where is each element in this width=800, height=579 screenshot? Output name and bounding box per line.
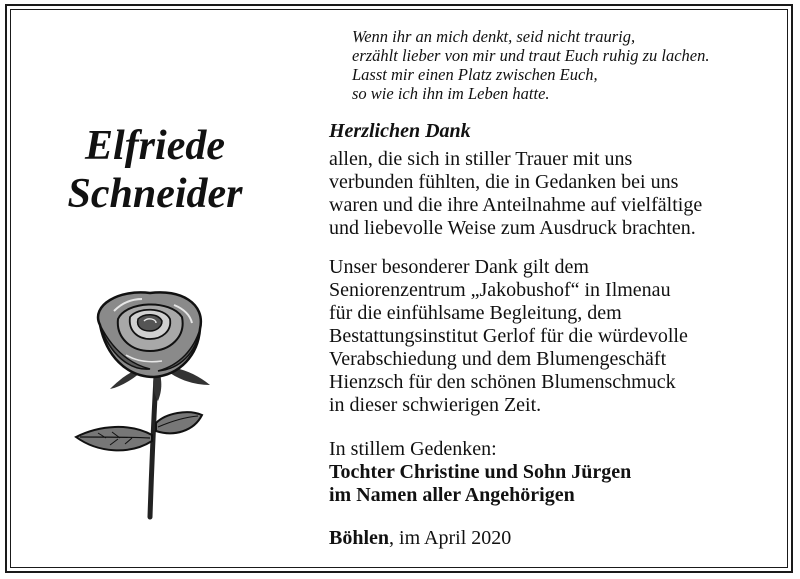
thanks-heading: Herzlichen Dank bbox=[329, 120, 471, 142]
place: Böhlen bbox=[329, 527, 390, 549]
special-thanks-paragraph bbox=[329, 256, 769, 417]
poem-line: erzählt lieber von mir und traut Euch ruhig zu lachen. bbox=[352, 46, 710, 65]
rose-icon bbox=[70, 285, 230, 525]
place-date bbox=[329, 527, 769, 550]
thanks-line: Unser besonderer Dank gilt dem bbox=[329, 256, 589, 278]
first-name: Elfriede bbox=[85, 123, 225, 169]
poem-line: Wenn ihr an mich denkt, seid nicht traurig, bbox=[352, 27, 636, 46]
thanks-line: allen, die sich in stiller Trauer mit uns bbox=[329, 148, 633, 170]
thanks-line: Hienzsch für den schönen Blumenschmuck bbox=[329, 371, 676, 393]
thanks-paragraph bbox=[329, 148, 769, 240]
mourners bbox=[329, 461, 769, 507]
poem-line: so wie ich ihn im Leben hatte. bbox=[352, 84, 550, 103]
thanks-line: für die einfühlsame Begleitung, dem bbox=[329, 302, 622, 324]
thanks-line: in dieser schwierigen Zeit. bbox=[329, 394, 542, 416]
thanks-line: Bestattungsinstitut Gerlof für die würdevolle bbox=[329, 325, 688, 347]
deceased-name bbox=[40, 122, 270, 218]
date: , im April 2020 bbox=[389, 527, 512, 549]
thanks-line: verbunden fühlten, die in Gedanken bei uns bbox=[329, 171, 679, 193]
thanks-section bbox=[329, 118, 769, 550]
last-name: Schneider bbox=[67, 171, 243, 217]
closing-label: In stillem Gedenken: bbox=[329, 438, 497, 460]
thanks-line: und liebevolle Weise zum Ausdruck brachten. bbox=[329, 217, 696, 239]
thanks-line: waren und die ihre Anteilnahme auf vielfältige bbox=[329, 194, 703, 216]
mourner-line: Tochter Christine und Sohn Jürgen bbox=[329, 461, 632, 483]
thanks-line: Verabschiedung und dem Blumengeschäft bbox=[329, 348, 667, 370]
mourner-line: im Namen aller Angehörigen bbox=[329, 484, 575, 506]
poem bbox=[352, 27, 709, 103]
poem-line: Lasst mir einen Platz zwischen Euch, bbox=[352, 65, 598, 84]
thanks-line: Seniorenzentrum „Jakobushof“ in Ilmenau bbox=[329, 279, 671, 301]
